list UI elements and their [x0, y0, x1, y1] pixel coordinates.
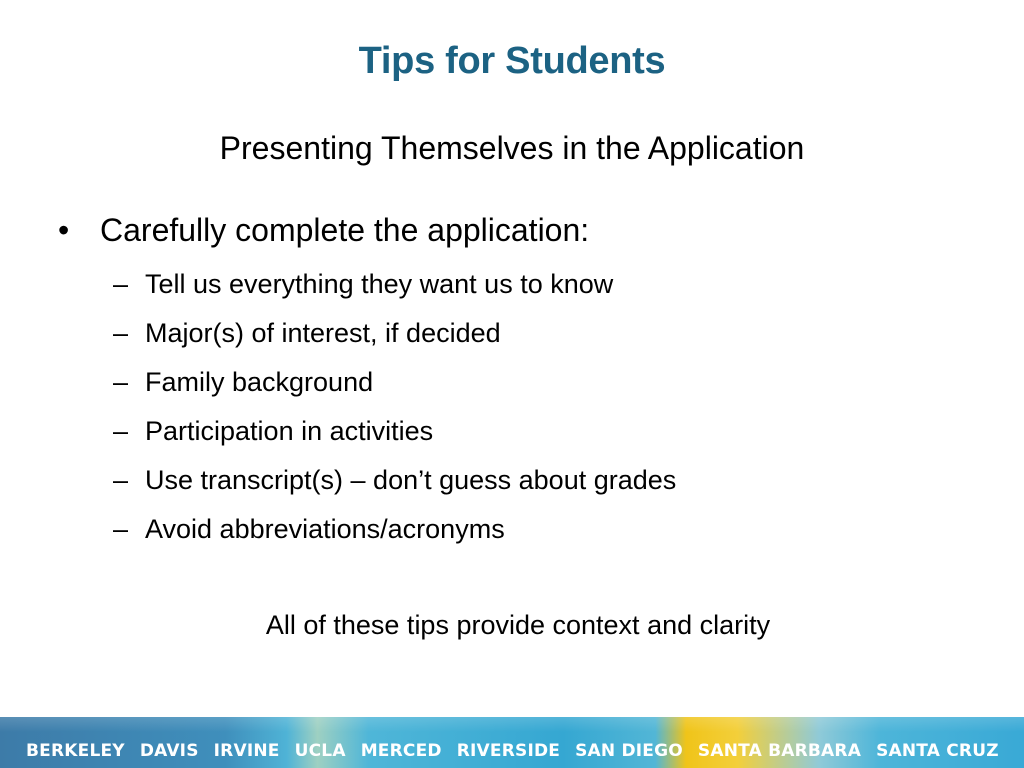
campus-davis: DAVIS — [139, 741, 199, 761]
dash-marker: – — [113, 465, 129, 495]
sub-bullet-text: Avoid abbreviations/acronyms — [145, 514, 505, 544]
sub-bullet-item — [113, 362, 676, 411]
slide-subtitle: Presenting Themselves in the Application — [219, 130, 805, 166]
campus-santa-barbara: SANTA BARBARA — [697, 741, 862, 761]
sub-bullet-text: Use transcript(s) – don’t guess about grades — [145, 465, 677, 495]
dash-marker: – — [113, 269, 129, 299]
sub-bullet-text: Family background — [145, 367, 374, 397]
banner-highlight — [0, 717, 1024, 732]
campus-ucla: UCLA — [294, 741, 346, 761]
campus-list — [26, 741, 1014, 761]
campus-san-diego: SAN DIEGO — [575, 741, 683, 761]
sub-bullet-item — [113, 460, 676, 509]
main-bullet — [58, 212, 589, 249]
dash-marker: – — [113, 416, 129, 446]
dash-marker: – — [113, 318, 129, 348]
slide-title: Tips for Students — [358, 40, 666, 82]
campus-merced: MERCED — [360, 741, 442, 761]
campus-irvine: IRVINE — [213, 741, 280, 761]
sub-bullet-text: Tell us everything they want us to know — [145, 269, 614, 299]
campus-riverside: RIVERSIDE — [456, 741, 561, 761]
sub-bullet-text: Major(s) of interest, if decided — [145, 318, 501, 348]
campus-santa-cruz: SANTA CRUZ — [876, 741, 999, 761]
bullet-dot: • — [58, 212, 70, 248]
main-bullet-text: Carefully complete the application: — [100, 212, 590, 248]
sub-bullet-item — [113, 411, 676, 460]
closing-note: All of these tips provide context and clarity — [265, 610, 771, 640]
sub-bullet-list — [113, 264, 676, 558]
sub-bullet-item — [113, 264, 676, 313]
sub-bullet-item — [113, 509, 676, 558]
dash-marker: – — [113, 367, 129, 397]
campus-berkeley: BERKELEY — [26, 741, 125, 761]
campus-banner — [0, 717, 1024, 768]
dash-marker: – — [113, 514, 129, 544]
sub-bullet-text: Participation in activities — [145, 416, 434, 446]
sub-bullet-item — [113, 313, 676, 362]
